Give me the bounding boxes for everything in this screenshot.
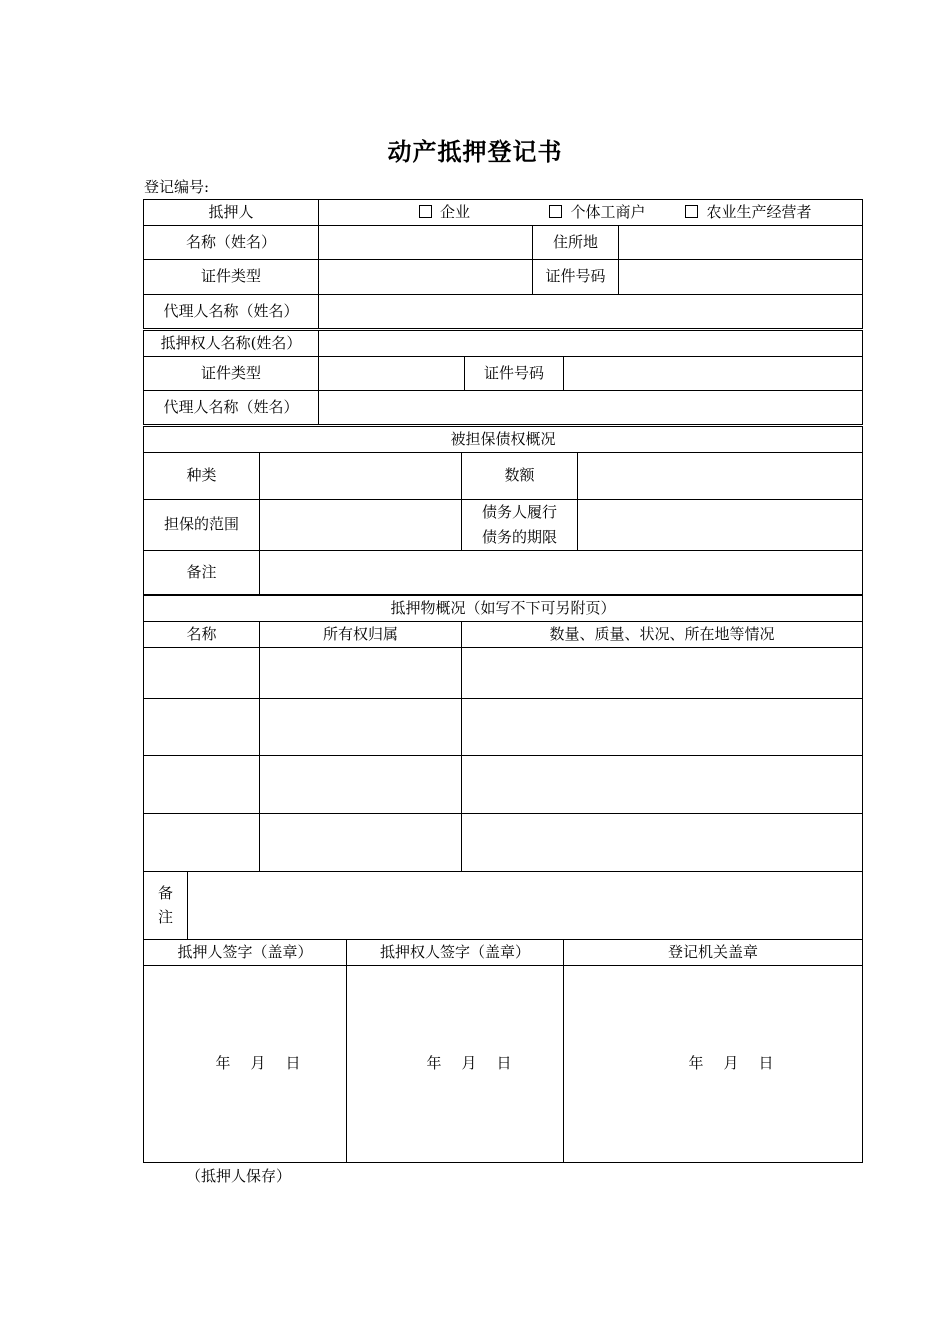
- footer-note: （抵押人保存）: [186, 1167, 292, 1185]
- mortgagor-id-number-field[interactable]: [619, 259, 863, 294]
- mortgagor-address-label: 住所地: [533, 225, 619, 259]
- mortgagee-id-type-label: 证件类型: [144, 356, 319, 390]
- debt-section: [143, 426, 862, 595]
- debt-term-field[interactable]: [578, 499, 863, 550]
- authority-seal-area[interactable]: [564, 965, 863, 1162]
- signature-date: 年 月 日: [688, 1054, 774, 1073]
- collateral-name-field[interactable]: [144, 813, 260, 871]
- table-row: [144, 813, 863, 871]
- page-title: 动产抵押登记书: [387, 137, 563, 166]
- signature-date: 年 月 日: [426, 1054, 512, 1073]
- mortgagor-agent-label: 代理人名称（姓名）: [144, 294, 319, 328]
- collateral-header: 抵押物概况（如写不下可另附页）: [144, 596, 863, 622]
- collateral-col-details: 数量、质量、状况、所在地等情况: [462, 621, 863, 647]
- mortgagor-signature-label: 抵押人签字（盖章）: [144, 940, 347, 966]
- collateral-ownership-field[interactable]: [260, 813, 462, 871]
- mortgagor-agent-field[interactable]: [319, 294, 863, 328]
- debt-remark-label: 备注: [144, 550, 260, 594]
- debt-amount-label: 数额: [462, 452, 578, 499]
- collateral-remark-label: 备 注: [144, 871, 188, 939]
- signature-section: [143, 939, 862, 1163]
- mortgagor-address-field[interactable]: [619, 225, 863, 259]
- collateral-col-name: 名称: [144, 621, 260, 647]
- collateral-ownership-field[interactable]: [260, 698, 462, 755]
- collateral-details-field[interactable]: [462, 813, 863, 871]
- mortgagee-id-number-label: 证件号码: [465, 356, 564, 390]
- debt-type-label: 种类: [144, 452, 260, 499]
- debt-scope-field[interactable]: [260, 499, 462, 550]
- checkbox-icon[interactable]: [419, 205, 432, 218]
- mortgagor-label: 抵押人: [144, 200, 319, 226]
- debt-scope-label: 担保的范围: [144, 499, 260, 550]
- mortgagee-agent-label: 代理人名称（姓名）: [144, 390, 319, 424]
- collateral-details-field[interactable]: [462, 647, 863, 698]
- collateral-ownership-field[interactable]: [260, 647, 462, 698]
- checkbox-icon[interactable]: [685, 205, 698, 218]
- debt-header: 被担保债权概况: [144, 427, 863, 453]
- option-individual-business[interactable]: 个体工商户: [509, 200, 685, 225]
- mortgagee-id-number-field[interactable]: [564, 356, 863, 390]
- mortgagee-signature-label: 抵押权人签字（盖章）: [347, 940, 564, 966]
- collateral-remark-field[interactable]: [188, 871, 863, 939]
- option-agricultural-operator[interactable]: 农业生产经营者: [685, 200, 811, 225]
- debt-remark-field[interactable]: [260, 550, 863, 594]
- authority-seal-label: 登记机关盖章: [564, 940, 863, 966]
- table-row: [144, 698, 863, 755]
- debt-type-field[interactable]: [260, 452, 462, 499]
- mortgagor-id-number-label: 证件号码: [533, 259, 619, 294]
- collateral-name-field[interactable]: [144, 647, 260, 698]
- collateral-ownership-field[interactable]: [260, 755, 462, 813]
- mortgagor-name-field[interactable]: [319, 225, 533, 259]
- collateral-section: [143, 595, 862, 940]
- mortgagor-signature-area[interactable]: [144, 965, 347, 1162]
- mortgagor-section: [143, 199, 862, 329]
- mortgagee-section: [143, 330, 862, 425]
- mortgagee-id-type-field[interactable]: [319, 356, 465, 390]
- mortgagor-type-options: [319, 200, 863, 226]
- mortgagor-id-type-field[interactable]: [319, 259, 533, 294]
- debt-amount-field[interactable]: [578, 452, 863, 499]
- mortgagee-name-label: 抵押权人名称(姓名）: [144, 331, 319, 357]
- collateral-name-field[interactable]: [144, 698, 260, 755]
- mortgagee-signature-area[interactable]: [347, 965, 564, 1162]
- table-row: [144, 647, 863, 698]
- registration-no-label: 登记编号:: [144, 178, 210, 196]
- collateral-details-field[interactable]: [462, 755, 863, 813]
- mortgagee-name-field[interactable]: [319, 331, 863, 357]
- debt-term-label: 债务人履行 债务的期限: [462, 499, 578, 550]
- option-enterprise[interactable]: 企业: [379, 200, 509, 225]
- collateral-details-field[interactable]: [462, 698, 863, 755]
- mortgagor-name-label: 名称（姓名）: [144, 225, 319, 259]
- checkbox-icon[interactable]: [549, 205, 562, 218]
- collateral-col-ownership: 所有权归属: [260, 621, 462, 647]
- mortgagor-id-type-label: 证件类型: [144, 259, 319, 294]
- table-row: [144, 755, 863, 813]
- signature-date: 年 月 日: [215, 1054, 301, 1073]
- mortgagee-agent-field[interactable]: [319, 390, 863, 424]
- collateral-name-field[interactable]: [144, 755, 260, 813]
